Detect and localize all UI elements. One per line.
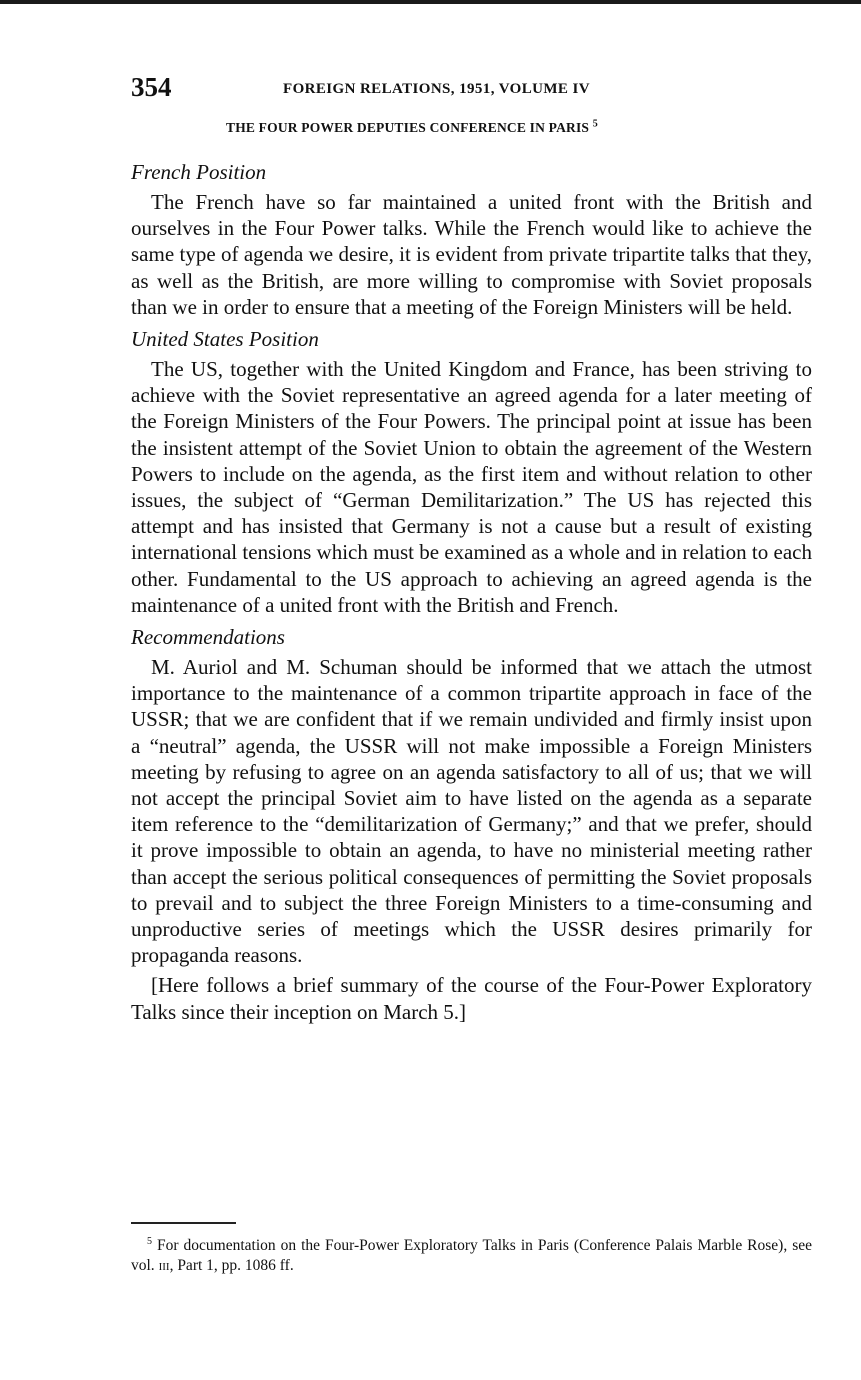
footnote-divider bbox=[131, 1222, 236, 1224]
section-footnote-ref: 5 bbox=[592, 118, 598, 130]
section-title bbox=[226, 120, 598, 136]
page-top-border bbox=[0, 0, 861, 4]
page-number: 354 bbox=[131, 72, 172, 102]
footnote-number: 5 bbox=[147, 1235, 152, 1247]
subhead-french-position: French Position bbox=[131, 160, 267, 184]
subhead-recommendations: Recommendations bbox=[131, 625, 285, 650]
section-title-text: THE FOUR POWER DEPUTIES CONFERENCE IN PARIS bbox=[226, 120, 590, 135]
running-header bbox=[131, 70, 812, 104]
running-title: FOREIGN RELATIONS, 1951, VOLUME IV bbox=[283, 81, 590, 97]
footnote-text-before: For documentation on the Four-Power Exploratory Talks in Paris (Conference Palais Marble Rose), see vol. bbox=[131, 1237, 812, 1274]
paragraph-recommendations: M. Auriol and M. Schuman should be informed that we attach the utmost importance to the maintenance of a common tripartite approach in face of the USSR; that we are confident that if we remain undivided and firmly insist upon a “neutral” agenda, the USSR will not make impossible a Foreign Ministers meeting by refusing to agree on an agenda satisfactory to all of us; that we will not accept the principal Soviet aim to have listed on the agenda as a separate item reference to the “demilitarization of Germany;” and that we prefer, should it prove impossible to obtain an agenda, to have no ministerial meeting rather than accept the serious political consequences of permitting the Soviet proposals to prevail and to subject the three Foreign Ministers to a time-consuming and unproductive series of meetings which the USSR desires primarily for propaganda reasons. bbox=[131, 655, 812, 968]
subhead-united-states-position: United States Position bbox=[131, 327, 319, 352]
paragraph-editorial-note: [Here follows a brief summary of the course of the Four-Power Exploratory Talks since their inception on March 5.] bbox=[131, 973, 812, 1024]
paragraph-french-position: The French have so far maintained a united front with the British and ourselves in the Four Power talks. While the French would like to achieve the same type of agenda we desire, it is evident from private tripartite talks that they, as well as the British, are more willing to compromise with Soviet proposals than we in order to ensure that a meeting of the Foreign Ministers will be held. bbox=[131, 190, 812, 319]
paragraph-united-states-position: The US, together with the United Kingdom and France, has been striving to achieve with the Soviet representative an agreed agenda for a later meeting of the Foreign Ministers of the Four Powers. The principal point at issue has been the insistent attempt of the Soviet Union to obtain the agreement of the Western Powers to include on the agenda, as the first item and without relation to other issues, the subject of “German Demilitarization.” The US has rejected this attempt and has insisted that Germany is not a cause but a result of existing international tensions which must be examined as a whole and in relation to each other. Fundamental to the US approach to achieving an agreed agenda is the maintenance of a united front with the British and French. bbox=[131, 357, 812, 617]
footnote-volume: iii bbox=[158, 1257, 170, 1274]
footnote-text-after: , Part 1, pp. 1086 ff. bbox=[169, 1257, 294, 1274]
body-text bbox=[131, 157, 812, 1029]
footnote bbox=[131, 1236, 812, 1276]
